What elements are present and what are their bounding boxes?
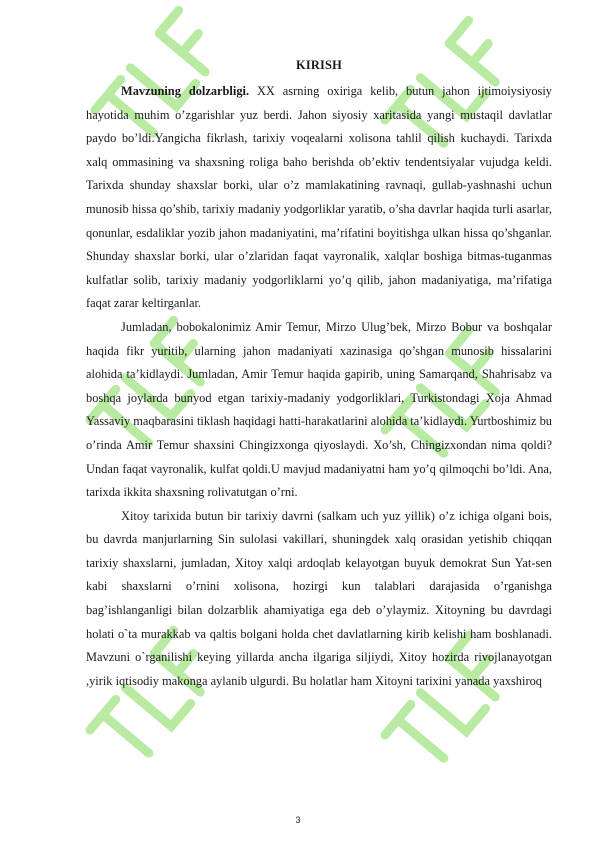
- document-body: [86, 56, 552, 693]
- page-number: 3: [295, 815, 301, 825]
- section-heading: KIRISH: [296, 58, 342, 72]
- paragraph-historical-figures: [86, 316, 552, 505]
- paragraph-relevance: [86, 80, 552, 316]
- paragraph-china-history: [86, 505, 552, 694]
- paragraph-text: XX asrning oxiriga kelib, butun jahon ijtimoiysiyosiy hayotida muhim o’zgarishlar yuz berdi. Jahon siyosiy xaritasida yangi mustaqil davlatlar paydo bo’ldi.Yangicha fikrlash, tarixiy voqealarni xolisona tahlil qilish kuchaydi. Tarixda xalq ommasining va shaxsning roliga baho berishda ob’ektiv tendentsiyalar vujudga keldi. Tarixda shunday shaxslar borki, ular o’z mamlakatining ravnaqi, gullab-yashnashi uchun munosib hissa qo’shib, tarixiy madaniy yodgorliklar yaratib, o’sha davrlar haqida turli asarlar, qonunlar, esdaliklar yozib jahon madaniyatini, ma’rifatini boyitishga ulkan hissa qo’shganlar. Shunday shaxslar borki, ular o’zlaridan faqat vayronalik, xalqlar boshiga bitmas-tuganmas kulfatlar solib, tarixiy madaniy yodgorliklarni yo’q qilib, jahon madaniyatiga, ma’rifatiga faqat zarar keltirganlar.: [86, 84, 552, 311]
- paragraph-text: Xitoy tarixida butun bir tarixiy davrni (salkam uch yuz yillik) o’z ichiga olgani bois, bu davrda manjurlarning Sin sulolasi vakillari, shuningdek xalq orasidan yetishib chiqqan tarixiy shaxslarni, jumladan, Xitoy xalqi ardoqlab kelayotgan buyuk demokrat Sun Yat-sen kabi shaxslarni o’rnini xolisona, hozirgi kun talablari darajasida o’rganishga bag’ishlanganligi bilan dolzarblik ahamiyatiga ega deb o’ylaymiz. Xitoyning bu davrdagi holati o`ta murakkab va qaltis bolgani holda chet davlatlarning kirib kelishi ham boshlanadi. Mavzuni o`rganilishi keying yillarda ancha ilgariga siljiydi, Xitoy hozirda rivojlanayotgan ,yirik iqtisodiy makonga aylanib ulgurdi. Bu holatlar ham Xitoyni tarixini yanada yaxshiroq: [86, 508, 552, 688]
- paragraph-lead: Mavzuning dolzarbligi.: [121, 84, 250, 98]
- paragraph-text: Jumladan, bobokalonimiz Amir Temur, Mirzo Ulug’bek, Mirzo Bobur va boshqalar haqida fikr yuritib, ularning jahon madaniyati xazinasiga qo’shgan munosib hissalarini alohida ta’kidlaydi. Jumladan, Amir Temur haqida gapirib, uning Samarqand, Shahrisabz va boshqa joylarda bunyod etgan tarixiy-madaniy yodgorliklari, Turkistondagi Xoja Ahmad Yassaviy maqbarasini tiklash haqidagi hatti-harakatlarini alohida ta’kidlaydi. Yurtboshimiz bu o’rinda Amir Temur shaxsini Chingizxonga qiyoslaydi. Xo’sh, Chingizxondan nima qoldi?Undan faqat vayronalik, kulfat qoldi.U mavjud madaniyatni ham yo’q qilmoqchi bo’ldi. Ana, tarixda ikkita shaxsning rolivatutgan o’rni.: [86, 319, 552, 500]
